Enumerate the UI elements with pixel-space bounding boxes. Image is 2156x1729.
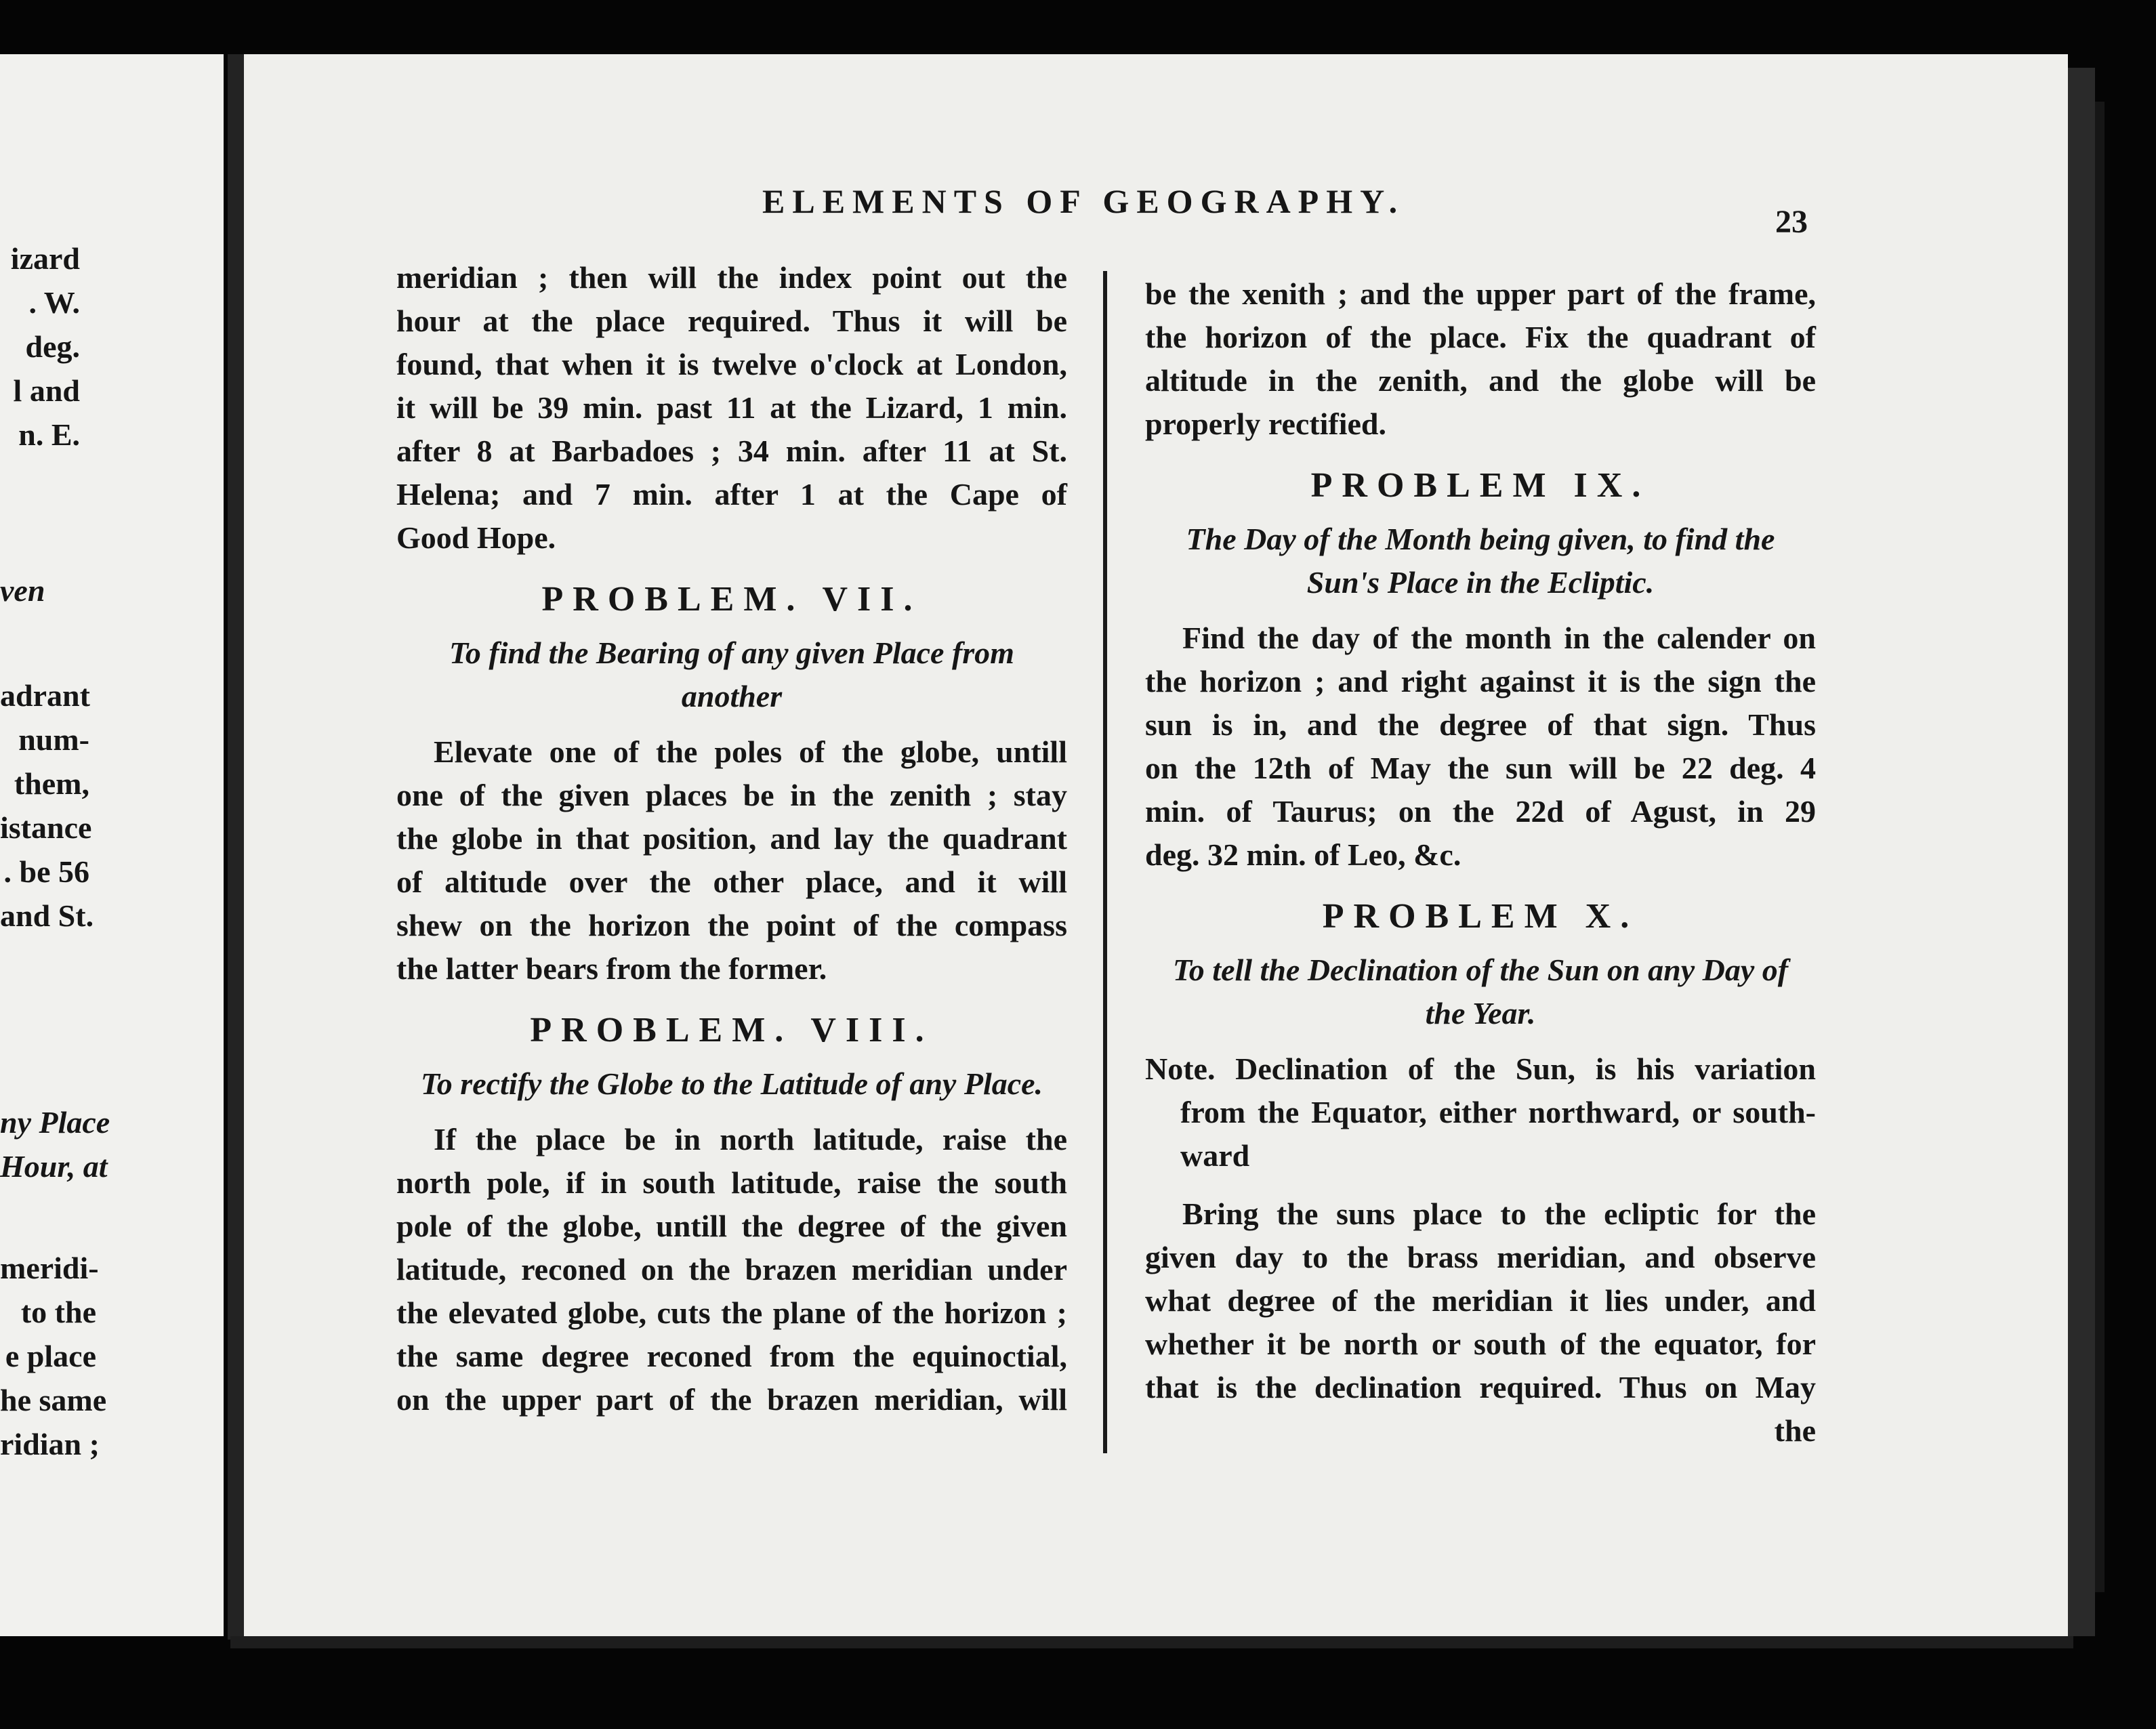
page-number: 23: [1775, 204, 1808, 240]
left-fragment-line: ven: [0, 573, 45, 608]
left-fragment-line: n. E.: [18, 417, 80, 452]
left-fragment-line: l and: [13, 373, 80, 408]
left-page-fragment: [0, 54, 224, 1636]
left-column: [396, 256, 1067, 1421]
page-bottom-edge: [230, 1636, 2073, 1648]
text-line: one of the given places be in the zenith ; stay: [396, 778, 1067, 812]
text-line: latitude, reconed on the brazen meridian under: [396, 1252, 1067, 1287]
text-line: of altitude over the other place, and it will: [396, 864, 1067, 899]
text-line: properly rectified.: [1145, 407, 1386, 441]
text-line: the same degree reconed from the equinoctial,: [396, 1339, 1067, 1373]
text-line: on the upper part of the brazen meridian, will: [396, 1382, 1067, 1417]
text-line: sun is in, and the degree of that sign. Thus: [1145, 707, 1816, 742]
column-divider: [1103, 271, 1107, 1453]
text-line: on the 12th of May the sun will be 22 deg. 4: [1145, 751, 1816, 785]
left-fragment-line: meridi-: [0, 1251, 99, 1285]
text-line: deg. 32 min. of Leo, &c.: [1145, 837, 1461, 872]
problem-subtitle: To tell the Declination of the Sun on any Day of: [1172, 953, 1789, 987]
left-fragment-line: istance: [0, 810, 92, 845]
left-fragment-line: to the: [20, 1295, 96, 1329]
left-fragment-line: he same: [0, 1383, 107, 1417]
note-line: ward: [1180, 1138, 1250, 1173]
page-edge-shadow: [2068, 68, 2095, 1636]
text-line: given day to the brass meridian, and observe: [1145, 1240, 1816, 1274]
text-line: found, that when it is twelve o'clock at London,: [396, 347, 1067, 381]
text-line: shew on the horizon the point of the compass: [396, 908, 1067, 942]
problem-heading: PROBLEM. VIII.: [530, 1011, 934, 1049]
text-line: the horizon of the place. Fix the quadrant of: [1145, 320, 1816, 354]
left-fragment-line: Hour, at: [0, 1149, 108, 1184]
left-fragment-line: adrant: [0, 678, 90, 713]
text-line: whether it be north or south of the equator, for: [1145, 1327, 1816, 1361]
text-line: pole of the globe, untill the degree of the given: [396, 1209, 1067, 1243]
text-line: Elevate one of the poles of the globe, untill: [434, 734, 1067, 769]
note-line: from the Equator, either northward, or south-: [1180, 1095, 1816, 1129]
text-line: hour at the place required. Thus it will be: [396, 304, 1067, 338]
text-line: altitude in the zenith, and the globe will be: [1145, 363, 1816, 398]
problem-subtitle: Sun's Place in the Ecliptic.: [1306, 565, 1655, 600]
problem-heading: PROBLEM. VII.: [541, 580, 922, 619]
text-line: min. of Taurus; on the 22d of Agust, in 29: [1145, 794, 1816, 829]
note-block: [1145, 1047, 1816, 1178]
problem-heading: PROBLEM X.: [1322, 897, 1639, 936]
text-line: Bring the suns place to the ecliptic for the: [1182, 1196, 1816, 1231]
left-fragment-line: . be 56: [3, 854, 89, 889]
text-line: the elevated globe, cuts the plane of the horizon ;: [396, 1295, 1067, 1330]
text-line: the latter bears from the former.: [396, 951, 827, 986]
text-line: Good Hope.: [396, 520, 556, 555]
problem-subtitle: To rectify the Globe to the Latitude of any Place.: [420, 1066, 1043, 1101]
left-fragment-line: ny Place: [0, 1105, 110, 1140]
text-line: be the xenith ; and the upper part of the frame,: [1145, 276, 1816, 311]
text-line: Helena; and 7 min. after 1 at the Cape of: [396, 477, 1067, 512]
left-fragment-line: them,: [14, 766, 89, 801]
text-line: the horizon ; and right against it is the sign the: [1145, 664, 1816, 699]
text-line: Find the day of the month in the calender on: [1182, 621, 1816, 655]
right-column: [1145, 272, 1816, 1453]
left-fragment-line: deg.: [25, 329, 80, 364]
text-line: it will be 39 min. past 11 at the Lizard, 1 min.: [396, 390, 1067, 425]
left-fragment-line: e place: [5, 1339, 96, 1373]
left-fragment-line: ridian ;: [0, 1427, 100, 1461]
text-line: meridian ; then will the index point out the: [396, 260, 1067, 295]
catchword: the: [1774, 1413, 1816, 1448]
page-edge-shadow: [2095, 102, 2105, 1592]
problem-subtitle: The Day of the Month being given, to find the: [1186, 522, 1775, 556]
note-line: Note. Declination of the Sun, is his variation: [1145, 1051, 1816, 1086]
text-line: north pole, if in south latitude, raise the south: [396, 1165, 1067, 1200]
left-fragment-line: . W.: [28, 285, 80, 320]
problem-heading: PROBLEM IX.: [1310, 466, 1651, 505]
text-line: the globe in that position, and lay the quadrant: [396, 821, 1067, 856]
left-fragment-line: and St.: [0, 898, 94, 933]
text-line: If the place be in north latitude, raise the: [434, 1122, 1067, 1157]
running-title: ELEMENTS OF GEOGRAPHY.: [762, 182, 1405, 220]
text-line: after 8 at Barbadoes ; 34 min. after 11 at St.: [396, 434, 1067, 468]
left-fragment-line: num-: [18, 722, 89, 757]
problem-subtitle: the Year.: [1425, 996, 1536, 1030]
problem-subtitle: To find the Bearing of any given Place from another: [449, 636, 1014, 713]
text-line: that is the declination required. Thus on May: [1145, 1370, 1816, 1404]
left-fragment-line: izard: [10, 241, 80, 276]
text-line: what degree of the meridian it lies under, and: [1145, 1283, 1816, 1318]
